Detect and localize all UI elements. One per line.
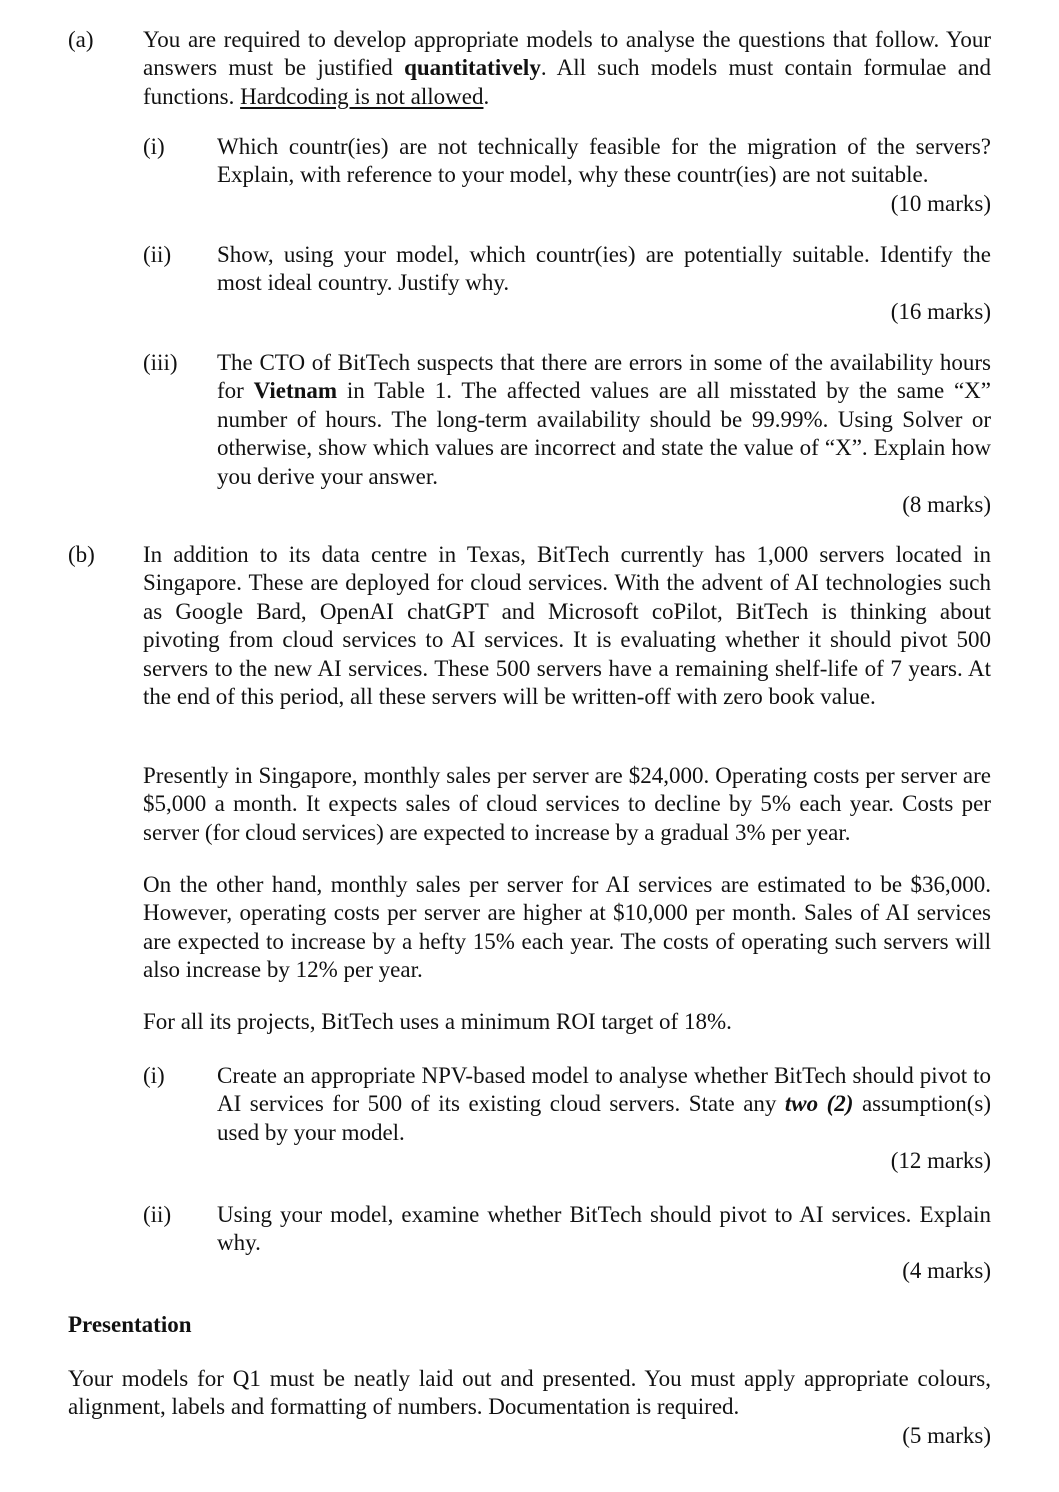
part-b-paragraph-3: On the other hand, monthly sales per server for AI services are estimated to be $36,000. However, operating costs per server are higher at $10,000 per month. Sales of AI services are expected to increase by a hefty 15% each year. The costs of operating such servers will also increase by 12% per year. [143,872,991,983]
part-a-label: (a) [68,27,94,52]
q3-text-1: The CTO of BitTech suspects that there are errors in some of the availability hours for [217,350,991,404]
question-b-i-label: (i) [143,1063,165,1088]
question-a-iii-label: (iii) [143,350,178,375]
presentation-marks: (5 marks) [902,1423,991,1448]
question-a-iii-text [217,349,991,491]
question-b-ii-label: (ii) [143,1202,172,1227]
question-b-i-text [217,1062,991,1147]
question-a-iii-marks: (8 marks) [902,492,991,517]
intro-text-3: . [483,83,490,109]
b-i-text-2: assumption(s) used by your model. [217,1091,991,1145]
question-a-i-marks: (10 marks) [890,191,991,216]
q3-text-2: in Table 1. The affected values are all misstated by the same “X” number of hours. The long-term availability should be 99.99%. Using Solver or otherwise, show which values are incorrect and state the value of “X”. Explain how you derive your answer. [217,378,991,489]
question-a-i-text: Which countr(ies) are not technically feasible for the migration of the servers? Explain, with reference to your model, why these countr(ies) are not suitable. [217,134,991,188]
part-b-paragraph-1: In addition to its data centre in Texas, BitTech currently has 1,000 servers located in Singapore. These are deployed for cloud services. With the advent of AI technologies such as Google Bard, OpenAI chatGPT and Microsoft coPilot, BitTech is thinking about pivoting from cloud services to AI services. It is evaluating whether it should pivot 500 servers to the new AI services. These 500 servers have a remaining shelf-life of 7 years. At the end of this period, all these servers will be written-off with zero book value. [143,542,991,710]
question-b-ii-marks: (4 marks) [902,1258,991,1283]
presentation-text: Your models for Q1 must be neatly laid out and presented. You must apply appropriate colours, alignment, labels and formatting of numbers. Documentation is required. [68,1366,991,1420]
intro-bold-quantitatively: quantitatively [404,55,541,81]
part-b-paragraph-2: Presently in Singapore, monthly sales per server are $24,000. Operating costs per server are $5,000 a month. It expects sales of cloud services to decline by 5% each year. Costs per server (for cloud services) are expected to increase by a gradual 3% per year. [143,763,991,845]
part-b-paragraph-4: For all its projects, BitTech uses a minimum ROI target of 18%. [143,1009,732,1034]
question-b-i-marks: (12 marks) [890,1148,991,1173]
intro-text-1: You are required to develop appropriate models to analyse the questions that follow. Your answers must be justified [143,27,991,81]
intro-text-2: . All such models must contain formulae and functions. [143,55,992,109]
part-a-intro [143,26,991,111]
part-b-label: (b) [68,542,95,567]
question-a-ii-label: (ii) [143,242,172,267]
presentation-heading: Presentation [68,1312,192,1337]
b-i-text-1: Create an appropriate NPV-based model to analyse whether BitTech should pivot to AI services for 500 of its existing cloud servers. State any [217,1063,991,1117]
b-i-bold-italic-two: two (2) [784,1091,854,1117]
intro-underline-hardcoding: Hardcoding is not allowed [240,83,484,109]
question-a-ii-marks: (16 marks) [890,299,991,324]
question-a-i-label: (i) [143,134,165,159]
q3-bold-vietnam: Vietnam [253,378,338,404]
question-b-ii-text: Using your model, examine whether BitTech should pivot to AI services. Explain why. [217,1202,991,1256]
question-a-ii-text: Show, using your model, which countr(ies) are potentially suitable. Identify the most ideal country. Justify why. [217,242,991,296]
